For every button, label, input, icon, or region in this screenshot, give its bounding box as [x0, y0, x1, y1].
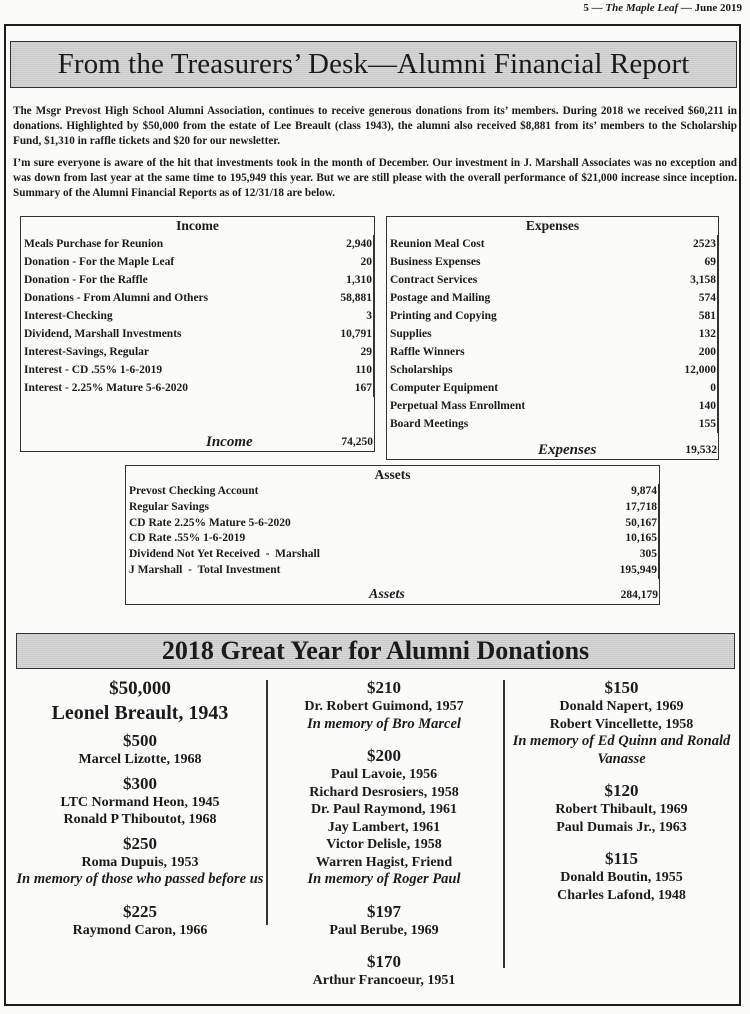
donation-group — [266, 745, 502, 897]
donor-name: Dr. Paul Raymond, 1961 — [310, 802, 458, 817]
assets-title: Assets — [374, 467, 411, 482]
assets-row-label: Prevost Checking Account — [129, 485, 259, 497]
donation-group — [16, 901, 264, 940]
donation-amount: $200 — [367, 746, 401, 765]
expenses-row-value: 140 — [699, 397, 718, 415]
donor-name: Donald Napert, 1969 — [559, 699, 684, 714]
income-row-value: 167 — [355, 379, 374, 397]
expenses-total-label: Expenses — [538, 442, 597, 458]
donor-name: Marcel Lizotte, 1968 — [78, 752, 202, 767]
treasurer-report-banner — [10, 41, 737, 88]
donation-group — [266, 951, 502, 990]
donor-name: Paul Lavoie, 1956 — [330, 767, 438, 782]
expenses-row-label: Reunion Meal Cost — [390, 238, 485, 250]
assets-row-label: CD Rate 2.25% Mature 5-6-2020 — [129, 516, 291, 529]
expenses-total-value: 19,532 — [685, 444, 717, 456]
donation-amount: $50,000 — [109, 678, 171, 699]
assets-row-label: Dividend Not Yet Received - Marshall — [129, 548, 320, 561]
assets-row — [126, 484, 659, 500]
expenses-row — [387, 361, 718, 379]
income-row-value: 20 — [361, 253, 375, 271]
donor-column-2 — [266, 677, 502, 994]
income-row-value: 10,791 — [340, 325, 374, 343]
expenses-table — [386, 216, 719, 460]
assets-row — [126, 500, 659, 516]
expenses-rows — [387, 235, 718, 433]
donation-amount: $300 — [123, 773, 157, 793]
donor-name: Leonel Breault, 1943 — [51, 702, 229, 724]
expenses-row-value: 132 — [699, 325, 718, 343]
income-row — [21, 289, 374, 307]
donor-name: Jay Lambert, 1961 — [327, 819, 441, 835]
income-row-label: Meals Purchase for Reunion — [24, 238, 164, 250]
masthead: 5 — The Maple Leaf — June 2019 — [583, 2, 742, 14]
page-number: 5 — [583, 2, 589, 14]
income-total-value: 74,250 — [341, 436, 373, 448]
expenses-row — [387, 307, 718, 325]
expenses-row-value: 574 — [699, 289, 718, 307]
donation-group — [503, 780, 740, 844]
assets-row-value: 9,874 — [631, 484, 659, 500]
donation-memo: In memory of Ed Quinn and Ronald Vanasse — [512, 733, 731, 767]
donor-column-3 — [503, 677, 740, 908]
donation-amount: $210 — [367, 678, 401, 697]
donation-amount: $150 — [604, 678, 639, 697]
assets-table — [125, 465, 660, 605]
donation-memo: In memory of Roger Paul — [307, 871, 461, 887]
expenses-row-value: 3,158 — [690, 271, 718, 289]
intro-paragraph-2: I’m sure everyone is aware of the hit that investments took in the month of December. Our investment in J. Marshall Associates was no exception and was down from last year at the same time to 195,949 this year. But we are still please with the overall performance of $21,000 increase since inception. Summary of the Alumni Financial Reports as of 12/31/18 are below. — [13, 157, 737, 199]
assets-row-value: 50,167 — [625, 516, 659, 532]
donation-memo: In memory of Bro Marcel — [307, 715, 461, 732]
expenses-row-label: Raffle Winners — [390, 346, 465, 358]
issue-date: June 2019 — [694, 2, 742, 14]
income-row-label: Interest-Savings, Regular — [24, 346, 150, 358]
income-row — [21, 271, 374, 289]
spacer — [16, 889, 264, 897]
spacer — [503, 768, 740, 776]
expenses-row-label: Business Expenses — [390, 256, 481, 268]
income-table — [20, 216, 375, 452]
assets-row — [126, 516, 659, 532]
donor-name: Donald Boutin, 1955 — [560, 870, 683, 885]
donor-name: Ronald P Thiboutot, 1968 — [63, 812, 217, 827]
donation-amount: $250 — [123, 833, 157, 853]
expenses-row — [387, 325, 718, 343]
expenses-row — [387, 235, 718, 253]
donation-group — [503, 848, 740, 904]
expenses-row-label: Contract Services — [390, 274, 478, 286]
income-row — [21, 235, 374, 253]
assets-total-value: 284,179 — [620, 589, 658, 601]
donations-title: 2018 Great Year for Alumni Donations — [161, 636, 590, 665]
donation-amount: $225 — [123, 901, 157, 921]
income-row — [21, 343, 374, 361]
donor-name: Paul Dumais Jr., 1963 — [556, 819, 687, 835]
income-row — [21, 253, 374, 271]
income-row-label: Donation - For the Maple Leaf — [24, 256, 175, 268]
expenses-row-value: 155 — [699, 415, 718, 433]
donor-name: LTC Normand Heon, 1945 — [60, 794, 220, 810]
expenses-row-label: Board Meetings — [390, 418, 469, 430]
expenses-row — [387, 379, 718, 397]
publication-name: The Maple Leaf — [605, 2, 679, 14]
income-row-value: 3 — [366, 307, 374, 325]
expenses-row-label: Scholarships — [390, 364, 453, 376]
spacer — [266, 889, 502, 897]
donor-name: Charles Lafond, 1948 — [557, 887, 686, 903]
donation-group — [266, 901, 502, 948]
donor-name: Roma Dupuis, 1953 — [81, 854, 199, 870]
expenses-row-label: Perpetual Mass Enrollment — [390, 400, 526, 412]
donor-name: Robert Thibault, 1969 — [555, 802, 688, 817]
assets-row-value: 305 — [640, 547, 659, 563]
donor-name: Arthur Francoeur, 1951 — [312, 973, 456, 988]
donations-banner — [16, 633, 735, 669]
assets-row — [126, 531, 659, 547]
income-row-label: Donations - From Alumni and Others — [24, 292, 209, 304]
donor-name: Dr. Robert Guimond, 1957 — [304, 699, 464, 714]
expenses-row-value: 69 — [705, 253, 719, 271]
income-row-label: Interest - CD .55% 1-6-2019 — [24, 364, 163, 376]
assets-row-value: 10,165 — [625, 531, 659, 547]
spacer — [266, 939, 502, 947]
donation-group — [16, 833, 264, 897]
donation-amount: $500 — [123, 731, 157, 750]
expenses-total-row — [387, 441, 718, 459]
expenses-row-label: Supplies — [390, 328, 432, 340]
income-row-label: Interest - 2.25% Mature 5-6-2020 — [24, 382, 189, 394]
assets-row-label: Regular Savings — [129, 500, 209, 513]
income-row-label: Dividend, Marshall Investments — [24, 328, 182, 340]
donation-group — [503, 677, 740, 776]
expenses-row — [387, 415, 718, 433]
income-row-value: 1,310 — [346, 271, 374, 289]
donation-amount: $115 — [604, 849, 639, 868]
donation-memo: In memory of those who passed before us — [16, 871, 264, 887]
income-row — [21, 361, 374, 379]
expenses-row-label: Printing and Copying — [390, 310, 497, 322]
expenses-row — [387, 397, 718, 415]
income-total-label: Income — [206, 434, 253, 450]
spacer — [266, 733, 502, 741]
donor-name: Raymond Caron, 1966 — [72, 922, 208, 938]
donation-group — [266, 677, 502, 741]
income-row — [21, 379, 374, 397]
expenses-row-value: 12,000 — [684, 361, 718, 379]
assets-row-label: CD Rate .55% 1-6-2019 — [129, 532, 246, 545]
assets-row-value: 17,718 — [625, 500, 659, 516]
expenses-row — [387, 253, 718, 271]
income-total-row — [21, 433, 374, 451]
income-row-label: Interest-Checking — [24, 310, 113, 322]
expenses-row-value: 2523 — [693, 235, 718, 253]
donation-amount: $170 — [367, 952, 401, 971]
assets-row-value: 195,949 — [620, 563, 659, 579]
assets-rows — [126, 484, 659, 579]
assets-total-row — [126, 586, 659, 604]
donation-amount: $197 — [367, 901, 401, 921]
donor-name: Warren Hagist, Friend — [315, 854, 453, 870]
expenses-title: Expenses — [525, 218, 580, 233]
expenses-row — [387, 271, 718, 289]
donation-group — [16, 730, 264, 769]
spacer — [503, 836, 740, 844]
section-title: From the Treasurers’ Desk—Alumni Financial Report — [57, 48, 690, 80]
donor-name: Paul Berube, 1969 — [329, 922, 439, 938]
donation-group — [16, 773, 264, 829]
income-row-value: 2,940 — [346, 235, 374, 253]
expenses-row — [387, 343, 718, 361]
assets-row-label: J Marshall - Total Investment — [129, 563, 281, 576]
expenses-row-label: Postage and Mailing — [390, 292, 491, 304]
expenses-row-value: 200 — [699, 343, 718, 361]
donation-amount: $120 — [604, 781, 639, 800]
income-row-value: 58,881 — [340, 289, 374, 307]
income-title: Income — [176, 218, 219, 233]
income-row — [21, 307, 374, 325]
expenses-row-label: Computer Equipment — [390, 382, 499, 394]
donor-column-1 — [16, 677, 264, 943]
expenses-row-value: 581 — [699, 307, 718, 325]
assets-row — [126, 563, 659, 579]
expenses-row — [387, 289, 718, 307]
donation-group — [16, 677, 264, 726]
income-row-label: Donation - For the Raffle — [24, 274, 148, 286]
income-rows — [21, 235, 374, 397]
income-row-value: 110 — [355, 361, 374, 379]
assets-total-label: Assets — [369, 587, 405, 602]
intro-paragraph-1: The Msgr Prevost High School Alumni Association, continues to receive generous donations from its’ members. During 2018 we received $60,211 in donations. Highlighted by $50,000 from the estate of Lee Breault (class 1943), the alumni also received $8,881 from its’ members to the Scholarship Fund, $1,310 in raffle tickets and $20 for our newsletter. — [13, 105, 737, 147]
donor-name: Robert Vincellette, 1958 — [549, 716, 694, 732]
income-row — [21, 325, 374, 343]
income-row-value: 29 — [361, 343, 375, 361]
donor-name: Richard Desrosiers, 1958 — [309, 784, 459, 800]
expenses-row-value: 0 — [710, 379, 718, 397]
donor-name: Victor Delisle, 1958 — [326, 837, 442, 852]
assets-row — [126, 547, 659, 563]
